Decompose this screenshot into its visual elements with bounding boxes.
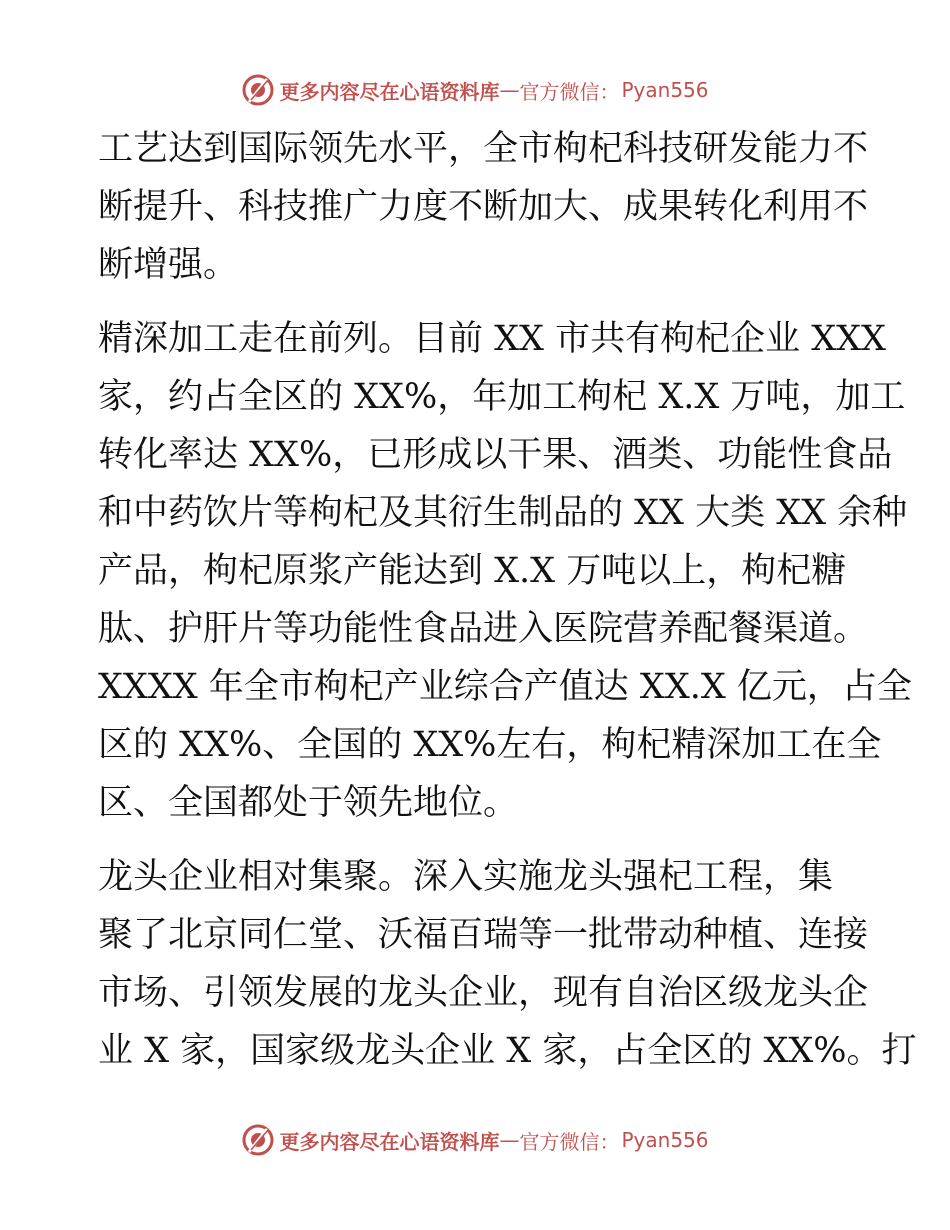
brand-logo-icon: [241, 73, 275, 107]
text-line: 产品，枸杞原浆产能达到 X.X 万吨以上，枸杞糖: [98, 551, 847, 591]
paragraph-2: [98, 310, 912, 832]
text-line: 区的 XX%、全国的 XX%左右，枸杞精深加工在全: [98, 725, 882, 765]
banner-brand-text: 更多内容尽在心语资料库: [279, 79, 500, 104]
banner-wechat-label: 官方微信：: [519, 1129, 620, 1154]
banner-wechat-account: Pyan556: [621, 1128, 709, 1152]
paragraph-3: [98, 848, 917, 1080]
text-line: 业 X 家，国家级龙头企业 X 家，占全区的 XX%。打: [98, 1031, 917, 1071]
header-banner: [0, 70, 950, 110]
brand-logo-icon: [241, 1123, 275, 1157]
text-line: 断增强。: [98, 245, 239, 285]
banner-dash: —: [499, 78, 520, 102]
banner-wechat-account: Pyan556: [621, 78, 709, 102]
banner-wechat-label: 官方微信：: [519, 79, 620, 104]
paragraph-1: [98, 120, 869, 294]
banner-dash: —: [499, 1128, 520, 1152]
text-line: 断提升、科技推广力度不断加大、成果转化利用不: [98, 187, 869, 227]
text-line: 家，约占全区的 XX%，年加工枸杞 X.X 万吨，加工: [98, 377, 906, 417]
text-line: 龙头企业相对集聚。深入实施龙头强杞工程，集: [98, 857, 834, 897]
text-line: 市场、引领发展的龙头企业，现有自治区级龙头企: [98, 973, 869, 1013]
text-line: XXXX 年全市枸杞产业综合产值达 XX.X 亿元，占全: [98, 667, 912, 707]
text-line: 肽、护肝片等功能性食品进入医院营养配餐渠道。: [98, 609, 869, 649]
text-line: 聚了北京同仁堂、沃福百瑞等一批带动种植、连接: [98, 915, 869, 955]
text-line: 转化率达 XX%，已形成以干果、酒类、功能性食品: [98, 435, 893, 475]
banner-brand-text: 更多内容尽在心语资料库: [279, 1129, 500, 1154]
text-line: 区、全国都处于领先地位。: [98, 783, 519, 823]
footer-banner: [0, 1120, 950, 1160]
text-line: 工艺达到国际领先水平，全市枸杞科技研发能力不: [98, 129, 869, 169]
text-line: 和中药饮片等枸杞及其衍生制品的 XX 大类 XX 余种: [98, 493, 908, 533]
document-body: [98, 120, 917, 1096]
text-line: 精深加工走在前列。目前 XX 市共有枸杞企业 XXX: [98, 319, 886, 359]
